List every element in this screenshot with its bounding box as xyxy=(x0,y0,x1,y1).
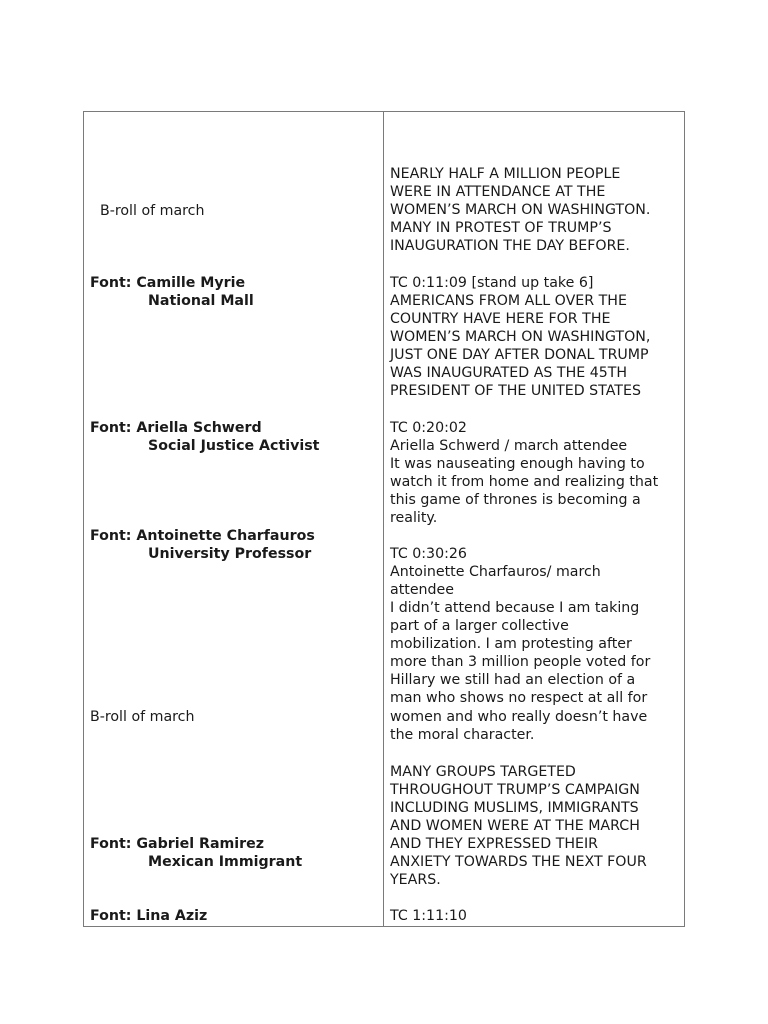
timecode-line: TC 1:11:10 xyxy=(390,908,467,924)
quote-line: Hillary we still had an election of a xyxy=(390,672,636,688)
narration-line: PRESIDENT OF THE UNITED STATES xyxy=(390,383,641,399)
lower-third-name-2: Font: Ariella Schwerd xyxy=(90,420,262,436)
speaker-line: Antoinette Charfauros/ march xyxy=(390,564,601,580)
narration-line: JUST ONE DAY AFTER DONAL TRUMP xyxy=(390,347,649,363)
narration-line: WOMEN’S MARCH ON WASHINGTON, xyxy=(390,329,651,345)
quote-line: part of a larger collective xyxy=(390,618,569,634)
quote-line: more than 3 million people voted for xyxy=(390,654,651,670)
quote-line: the moral character. xyxy=(390,727,535,743)
timecode-line: TC 0:30:26 xyxy=(390,546,467,562)
narration-line: WOMEN’S MARCH ON WASHINGTON. xyxy=(390,202,651,218)
narration-line: MANY IN PROTEST OF TRUMP’S xyxy=(390,220,612,236)
quote-line: this game of thrones is becoming a xyxy=(390,492,641,508)
quote-line: women and who really doesn’t have xyxy=(390,709,648,725)
narration-line: WERE IN ATTENDANCE AT THE xyxy=(390,184,606,200)
narration-line: INCLUDING MUSLIMS, IMMIGRANTS xyxy=(390,800,639,816)
narration-line: AMERICANS FROM ALL OVER THE xyxy=(390,293,627,309)
timecode-line: TC 0:11:09 [stand up take 6] xyxy=(390,275,594,291)
narration-line: COUNTRY HAVE HERE FOR THE xyxy=(390,311,611,327)
narration-line: YEARS. xyxy=(390,872,441,888)
lower-third-title-2: Social Justice Activist xyxy=(148,438,320,454)
narration-line: INAUGURATION THE DAY BEFORE. xyxy=(390,238,630,254)
narration-line: MANY GROUPS TARGETED xyxy=(390,764,576,780)
speaker-line: attendee xyxy=(390,582,455,598)
quote-line: mobilization. I am protesting after xyxy=(390,636,632,652)
lower-third-title-3: University Professor xyxy=(148,546,312,562)
quote-line: reality. xyxy=(390,510,438,526)
quote-line: watch it from home and realizing that xyxy=(390,474,659,490)
lower-third-title-1: National Mall xyxy=(148,293,254,309)
quote-line: It was nauseating enough having to xyxy=(390,456,645,472)
narration-line: WAS INAUGURATED AS THE 45TH xyxy=(390,365,628,381)
broll-cue-1: B-roll of march xyxy=(100,203,205,219)
lower-third-name-1: Font: Camille Myrie xyxy=(90,275,246,291)
broll-cue-2: B-roll of march xyxy=(90,709,195,725)
narration-line: AND THEY EXPRESSED THEIR xyxy=(390,836,599,852)
column-divider xyxy=(383,112,384,926)
quote-line: man who shows no respect at all for xyxy=(390,690,648,706)
lower-third-name-3: Font: Antoinette Charfauros xyxy=(90,528,315,544)
lower-third-name-4: Font: Gabriel Ramirez xyxy=(90,836,265,852)
lower-third-name-5: Font: Lina Aziz xyxy=(90,908,208,924)
quote-line: I didn’t attend because I am taking xyxy=(390,600,640,616)
speaker-line: Ariella Schwerd / march attendee xyxy=(390,438,628,454)
lower-third-title-4: Mexican Immigrant xyxy=(148,854,303,870)
timecode-line: TC 0:20:02 xyxy=(390,420,467,436)
narration-line: AND WOMEN WERE AT THE MARCH xyxy=(390,818,640,834)
script-table xyxy=(83,111,685,927)
narration-line: THROUGHOUT TRUMP’S CAMPAIGN xyxy=(390,782,640,798)
narration-line: ANXIETY TOWARDS THE NEXT FOUR xyxy=(390,854,647,870)
narration-line: NEARLY HALF A MILLION PEOPLE xyxy=(390,166,621,182)
